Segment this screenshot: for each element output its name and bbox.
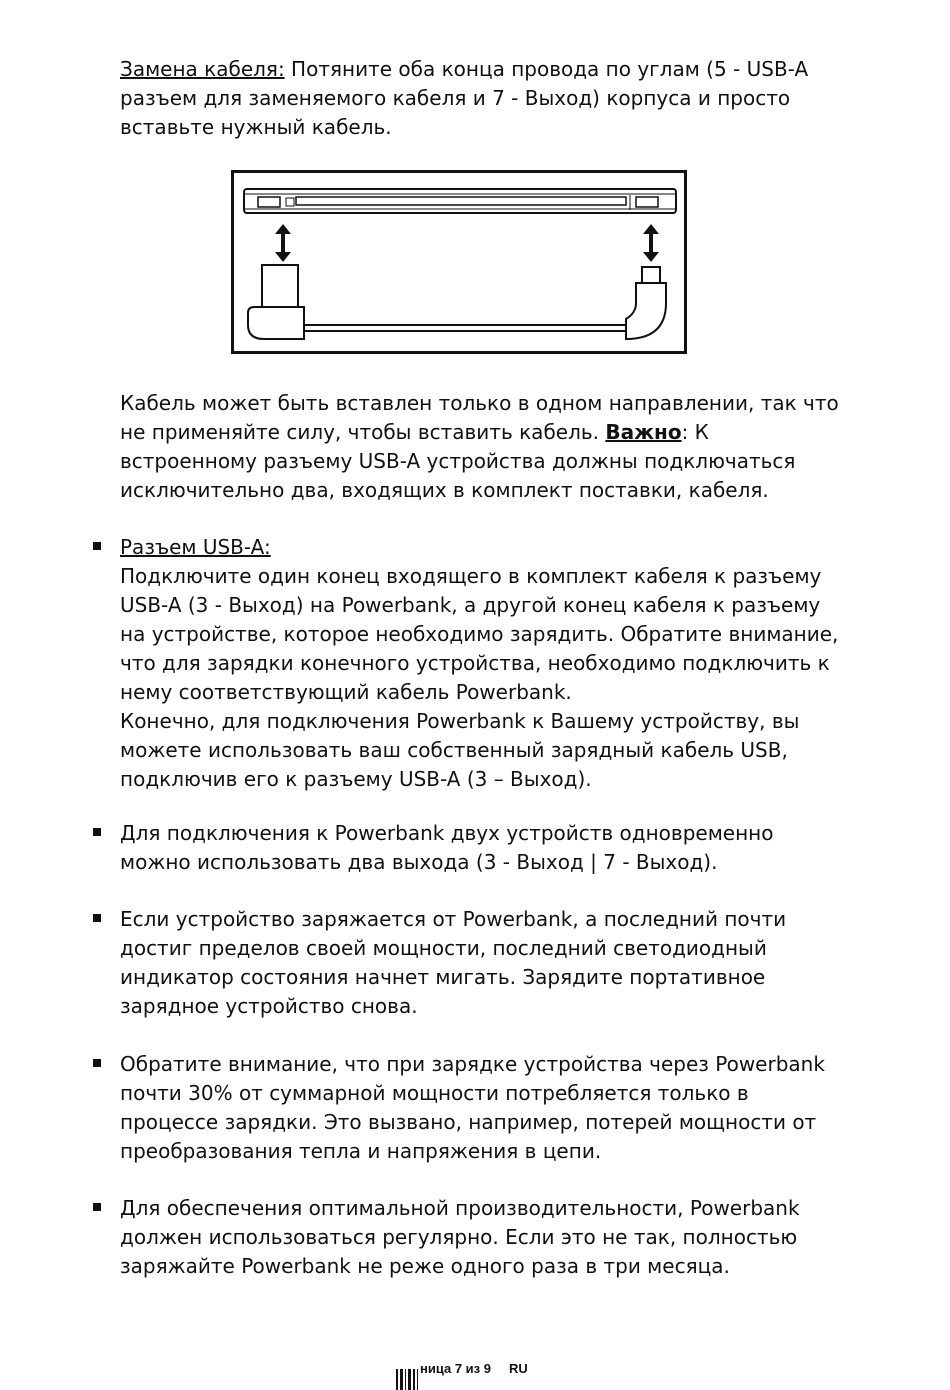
- led-indicator-paragraph: Если устройство заряжается от Powerbank, а последний почти достиг пределов своей мощности, последний светодиодный индикатор состояния начнет мигать. Зарядите портативное зарядное устройство снова.: [120, 907, 787, 1018]
- direction-paragraph: [120, 389, 840, 505]
- bullet-marker: [93, 914, 101, 922]
- usb-a-text-own-cable: Конечно, для подключения Powerbank к Вашему устройству, вы можете использовать ваш собственный зарядный кабель USB, подключив его к разъему USB-A (3 – Выход).: [120, 709, 800, 791]
- usb-a-section: [120, 533, 840, 794]
- bullet-marker: [93, 542, 101, 550]
- bullet-marker: [93, 828, 101, 836]
- cable-diagram-drawing: [234, 173, 684, 351]
- usb-a-title: Разъем USB-A:: [120, 535, 271, 559]
- important-text: : К встроенному разъему USB-A устройства должны подключаться исключительно два, входящих в комплект поставки, кабеля.: [120, 420, 796, 502]
- right-arrow: [643, 224, 659, 262]
- page-number: ница 7 из 9: [420, 1361, 491, 1376]
- powerbank-body: [244, 189, 676, 213]
- direction-text: Кабель может быть вставлен только в одном направлении, так что не применяйте силу, чтобы вставить кабель.: [120, 391, 839, 444]
- usb-a-text: Подключите один конец входящего в комплект кабеля к разъему USB-A (3 - Выход) на Powerbank, а другой конец кабеля к разъему на устройстве, которое необходимо зарядить. Обратите внимание, что для зарядки конечного устройства, необходимо подключить к нему соответствующий кабель Powerbank.: [120, 564, 839, 704]
- regular-use-paragraph: Для обеспечения оптимальной производительности, Powerbank должен использоваться регулярно. Если это не так, полностью заряжайте Powerbank не реже одного раза в три месяца.: [120, 1196, 800, 1278]
- usb-a-plug: [248, 265, 304, 339]
- left-arrow: [275, 224, 291, 262]
- cable-wire: [304, 325, 626, 331]
- power-loss-paragraph: Обратите внимание, что при зарядке устройства через Powerbank почти 30% от суммарной мощности потребляется только в процессе зарядки. Это вызвано, например, потерей мощности от преобразования тепла и напряжения в цепи.: [120, 1052, 825, 1163]
- cable-replacement-title: Замена кабеля:: [120, 57, 285, 81]
- cable-diagram: [231, 170, 687, 354]
- bullet-marker: [93, 1059, 101, 1067]
- two-devices-paragraph: Для подключения к Powerbank двух устройств одновременно можно использовать два выхода (3 - Выход | 7 - Выход).: [120, 821, 774, 874]
- cable-replacement-text: Потяните оба конца провода по углам (5 - USB-A разъем для заменяемого кабеля и 7 - Выход) корпуса и просто вставьте нужный кабель.: [120, 57, 809, 139]
- language-code: RU: [508, 1361, 528, 1376]
- cable-replacement-paragraph: [120, 55, 840, 142]
- barcode-fragment: [396, 1365, 422, 1390]
- page-footer: [420, 1361, 528, 1376]
- important-label: Важно: [605, 420, 682, 444]
- micro-usb-plug: [626, 267, 666, 339]
- bullet-marker: [93, 1203, 101, 1211]
